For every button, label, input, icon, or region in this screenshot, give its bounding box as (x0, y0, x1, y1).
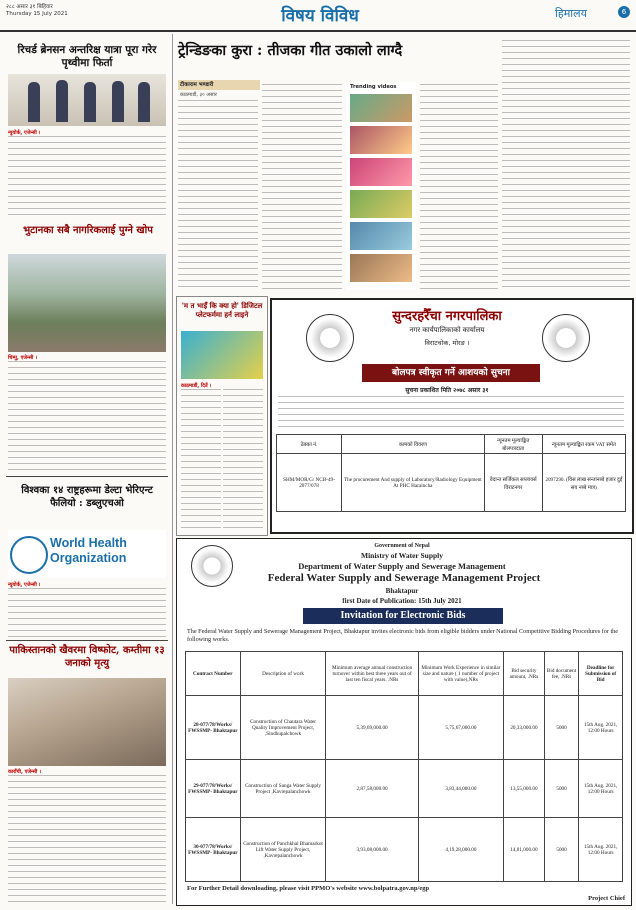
table-cell: 5000 (544, 818, 578, 882)
table-cell: 30-077/78/Works/ FWSSMP- Bhaktapur (186, 818, 241, 882)
table-header: Deadline for Submission of Bid (579, 652, 623, 696)
emblem-icon (306, 314, 354, 362)
feature-body-col4 (502, 40, 630, 290)
table-cell: 2097290. (विस लाख सन्तानब्बे हजार दुई सय नब्बे मात्र) (542, 454, 625, 512)
tender-notice (270, 298, 634, 534)
table-cell: Construction of Panchkhal Bhamarkot Lift Water Supply Project, ,Kavrepalanchowk (240, 818, 326, 882)
video-thumbnail[interactable] (350, 158, 412, 186)
table-cell: Construction of Sanga Water Supply Project ,Kavrepalanchowk (240, 760, 326, 818)
table-cell: 5,75,67,000.00 (418, 696, 503, 760)
bid-table (185, 651, 623, 882)
story2-headline: भुटानका सबै नागरिकलाई पुग्ने खोप (23, 225, 153, 236)
table-header: Description of work (240, 652, 326, 696)
table-cell: 2,87,58,000.00 (326, 760, 418, 818)
table-cell: SHM/MOR/G/ NCB-49- 2077/078 (277, 454, 342, 512)
dept-label: Department of Water Supply and Sewerage Management (298, 561, 506, 571)
tender-table (276, 434, 626, 512)
table-row (186, 696, 623, 760)
table-cell: 14,81,000.00 (504, 818, 545, 882)
feature-byline: टीकाराम भण्डारी (178, 80, 260, 90)
table-row (186, 760, 623, 818)
table-cell: 20,33,000.00 (504, 696, 545, 760)
story1-body (8, 136, 166, 216)
table-cell: 15th Aug. 2021, 12:00 Hours (579, 696, 623, 760)
publication-date: first Date of Publication: 15th July 2021 (342, 597, 462, 605)
story4-dateline: काराँची, एजेन्सी । (8, 769, 41, 775)
figure-silhouette (138, 82, 150, 122)
table-header: ठेक्का नं. (277, 435, 342, 454)
municipal-logo-icon (542, 314, 590, 362)
figure-silhouette (84, 82, 96, 122)
table-header: Bid security amount, .NRs (504, 652, 545, 696)
feature-body-col3 (420, 84, 498, 290)
table-cell: The procurement And supply of Laboratory/Radiology Equipment At PHC Haraincha (342, 454, 485, 512)
feature-body-col1 (178, 100, 258, 290)
table-header: Minimum average annual construction turnover within best three years out of last ten fiscal years. .NRs (326, 652, 418, 696)
story1-dateline: न्युयोर्क, एजेन्सी । (8, 130, 41, 136)
table-header: कामको विवरण (342, 435, 485, 454)
bid-invitation (176, 538, 632, 906)
story1-photo (8, 74, 166, 126)
signature: Project Chief (588, 895, 625, 902)
table-cell: 15th Aug. 2021, 12:00 Hours (579, 818, 623, 882)
video-thumbnail[interactable] (350, 126, 412, 154)
invitation-intro: The Federal Water Supply and Sewerage Management Project, Bhaktapur invites electronic bids from eligible bidders under National Competitive Bidding Procedures for the following works. (187, 628, 619, 643)
tender-office: नगर कार्यपालिकाको कार्यालय (409, 326, 485, 334)
column-divider (172, 34, 173, 904)
table-cell: 5000 (544, 760, 578, 818)
table-cell: Construction of Chautara Water Quality Improvement Project, ,Sindhupalchowk (240, 696, 326, 760)
divider (6, 476, 168, 477)
mid-story-dateline: काठमाडौं, दिउँ । (181, 383, 212, 389)
story2-body (8, 361, 166, 471)
video-thumbnail[interactable] (350, 222, 412, 250)
tender-title: सुन्दरहरैँचा नगरपालिका (392, 309, 502, 324)
feature-body-col2 (262, 84, 342, 290)
table-header: Minimum Work Experience in similar size and nature ( 1 number of project with value),NRs (418, 652, 503, 696)
table-cell: 5,39,69,000.00 (326, 696, 418, 760)
table-row (186, 818, 623, 882)
table-cell: 3,83,44,000.00 (418, 760, 503, 818)
figure-silhouette (56, 80, 68, 122)
story2-photo (8, 254, 166, 352)
mid-story-photo (181, 331, 263, 379)
story2-dateline: थिम्पु, एजेन्सी । (8, 355, 37, 361)
project-label: Federal Water Supply and Sewerage Management Project (267, 572, 541, 584)
table-header: Contract Number (186, 652, 241, 696)
story3-dateline: न्युयोर्क, एजेन्सी । (8, 582, 41, 588)
feature-headline: ट्रेन्डिङका कुरा : तीजका गीत उकालो लाग्दै (178, 42, 403, 59)
story3-body (8, 588, 166, 638)
date-english: Thursday 15 July 2021 (6, 11, 68, 17)
figure-silhouette (112, 81, 124, 122)
table-header: न्यूनतम मूल्याङ्कित रकम VAT समेत (542, 435, 625, 454)
table-cell: 4,19,28,000.00 (418, 818, 503, 882)
table-cell: 13,55,000.00 (504, 760, 545, 818)
story4-photo (8, 678, 166, 766)
who-logo-box (8, 530, 166, 578)
date-nepali: २८८ असार ३१ बिहिवार (6, 4, 53, 10)
table-cell: 28-077/78/Works/ FWSSMP- Bhaktapur (186, 696, 241, 760)
story1-headline: रिचर्ड ब्रेनसन अन्तरिक्ष यात्रा पूरा गरेर पृथ्वीमा फिर्ता (17, 44, 157, 69)
paper-name: हिमालय (555, 7, 587, 20)
story4-body (8, 775, 166, 903)
table-header: न्यूनतम मूल्याङ्कित बोलपत्रदाता (484, 435, 542, 454)
story4-headline: पाकिस्तानको खैवरमा विष्फोट, कम्तीमा १३ जनाको मृत्यु (9, 645, 165, 669)
mid-story-headline: 'म त भाइँ कि क्या हो' डिजिटल प्लेटफर्ममा हर्न लाइने (181, 301, 263, 319)
figure-silhouette (28, 82, 40, 122)
who-logo-text: World Health Organization (50, 536, 127, 565)
mid-story-body-a (181, 389, 221, 531)
table-cell: 3,93,08,000.00 (326, 818, 418, 882)
ministry-label: Ministry of Water Supply (360, 551, 444, 560)
table-cell: 29-077/78/Works/ FWSSMP- Bhaktapur (186, 760, 241, 818)
story3-headline: विश्वका १४ राष्ट्रहरूमा डेल्टा भेरिएन्ट फैलियो : डब्लुएचओ (21, 485, 153, 509)
website-footer: For Further Detail downloading, please visit PPMO's website www.bolpatra.gov.np/egp (187, 885, 430, 892)
tender-address: विराटचोक, मोरङ । (424, 339, 470, 347)
trending-panel (346, 82, 416, 290)
mid-story-body-b (223, 389, 263, 531)
trending-label: Trending videos (350, 84, 397, 90)
tender-banner: बोलपत्र स्वीकृत गर्ने आशयको सुचना (362, 364, 540, 382)
feature-byline-sub: काठमाडौं, ३० असार (180, 92, 217, 98)
gov-label: Government of Nepal (374, 543, 430, 549)
table-row (277, 454, 626, 512)
bid-banner: Invitation for Electronic Bids (303, 608, 503, 624)
who-emblem-icon (10, 536, 48, 574)
place-label: Bhaktapur (385, 587, 419, 595)
masthead (0, 0, 636, 32)
table-cell: 15th Aug. 2021, 12:00 Hours (579, 760, 623, 818)
video-thumbnail[interactable] (350, 190, 412, 218)
table-cell: वेदान्त सर्जिकल सप्लायर्स विराटनगर (484, 454, 542, 512)
video-thumbnail[interactable] (350, 94, 412, 122)
video-thumbnail[interactable] (350, 254, 412, 282)
mid-story-box (176, 296, 268, 536)
table-header-row (186, 652, 623, 696)
date (6, 4, 68, 18)
section-title: विषय विविध (281, 6, 359, 26)
tender-body (278, 396, 624, 430)
table-cell: 5000 (544, 696, 578, 760)
divider (6, 640, 168, 641)
page-number: 6 (618, 6, 630, 18)
table-header: Bid document fee, .NRs (544, 652, 578, 696)
table-header-row (277, 435, 626, 454)
tender-pub-date: सुचना प्रकाशित मिति २०७८ असार ३१ (405, 387, 489, 394)
